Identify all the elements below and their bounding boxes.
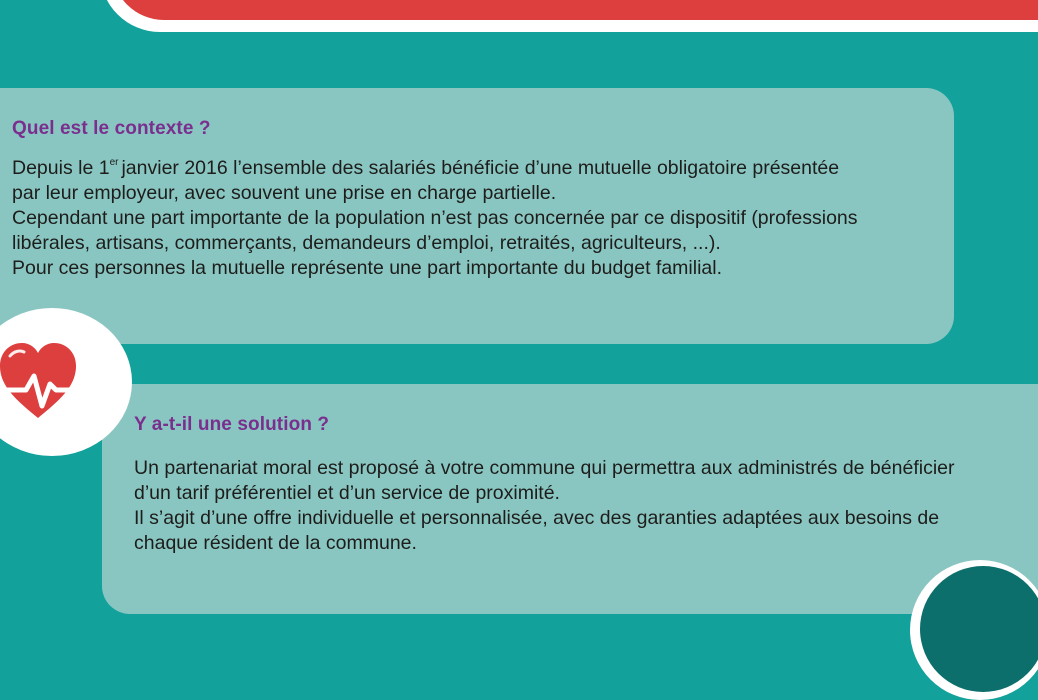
context-line-1 — [12, 156, 858, 181]
heart-pulse-icon — [0, 340, 80, 422]
solution-card — [102, 384, 1038, 614]
solution-line-3: Il s’agit d’une offre individuelle et personnalisée, avec des garanties adaptées aux besoins de — [134, 507, 940, 529]
corner-circle-decoration — [910, 560, 1038, 700]
solution-text — [134, 456, 955, 556]
context-line-4: libérales, artisans, commerçants, demandeurs d’emploi, retraités, agriculteurs, ...). — [12, 232, 721, 254]
context-card — [0, 88, 954, 344]
solution-line-2: d’un tarif préférentiel et d’un service de proximité. — [134, 482, 560, 504]
context-line-3: Cependant une part importante de la population n’est pas concernée par ce dispositif (professions — [12, 207, 858, 229]
context-line-5: Pour ces personnes la mutuelle représente une part importante du budget familial. — [12, 257, 722, 279]
context-line-1-start: Depuis le 1 — [12, 157, 110, 179]
corner-circle-inner — [920, 566, 1038, 692]
solution-line-1: Un partenariat moral est proposé à votre commune qui permettra aux administrés de bénéficier — [134, 457, 955, 479]
solution-line-4: chaque résident de la commune. — [134, 532, 417, 554]
context-line-1-end: janvier 2016 l’ensemble des salariés bénéficie d’une mutuelle obligatoire présentée — [121, 157, 840, 179]
top-banner — [112, 0, 1038, 20]
solution-title: Y a-t-il une solution ? — [134, 414, 330, 435]
context-text — [12, 156, 858, 281]
context-title: Quel est le contexte ? — [12, 118, 211, 139]
ordinal-superscript: er — [109, 156, 119, 168]
context-line-2: par leur employeur, avec souvent une prise en charge partielle. — [12, 182, 557, 204]
